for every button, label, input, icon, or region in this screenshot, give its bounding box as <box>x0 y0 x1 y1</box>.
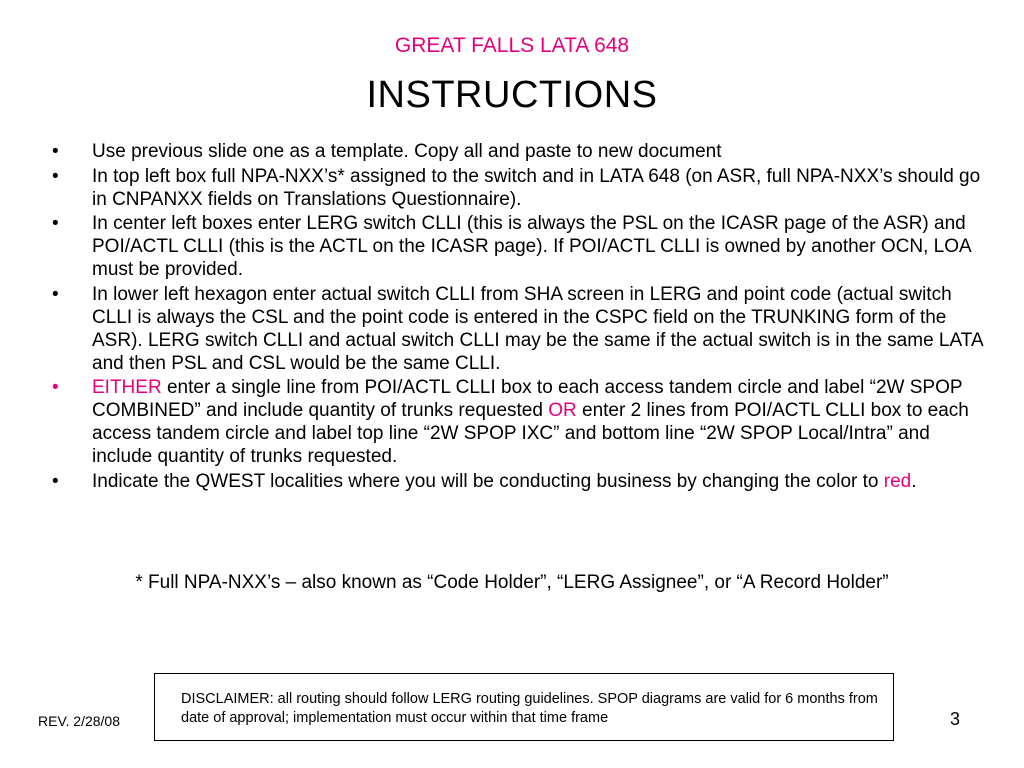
list-item <box>52 470 992 493</box>
list-item <box>52 140 992 163</box>
bullet-text <box>92 377 969 467</box>
page-number: 3 <box>950 709 961 729</box>
list-item <box>52 283 992 375</box>
list-item <box>52 376 992 468</box>
bullet-text: In lower left hexagon enter actual switch CLLI from SHA screen in LERG and point code (actual switch CLLI is always the CSL and the point code is entered in the CSPC field on the TRUNKING form of the ASR). LERG switch CLLI and actual switch CLLI may be the same if the actual switch is in the same LATA and then PSL and CSL would be the same CLLI. <box>92 283 983 374</box>
bullet-icon: • <box>52 283 59 305</box>
slide-subtitle: GREAT FALLS LATA 648 <box>394 34 630 57</box>
bullet-text: Use previous slide one as a template. Copy all and paste to new document <box>92 141 722 162</box>
list-item <box>52 212 992 281</box>
bullet-text: In top left box full NPA-NXX’s* assigned to the switch and in LATA 648 (on ASR, full NPA-NXX’s should go in CNPANXX fields on Translations Questionnaire). <box>92 165 981 210</box>
revision-date: REV. 2/28/08 <box>38 713 120 729</box>
bullet-text-segment: Indicate the QWEST localities where you will be conducting business by changing the color to <box>92 470 884 492</box>
bullet-icon: • <box>52 213 59 234</box>
footnote: * Full NPA-NXX’s – also known as “Code Holder”, “LERG Assignee”, or “A Record Holder” <box>135 572 889 593</box>
red-keyword: red <box>883 470 912 492</box>
bullet-text <box>92 471 917 492</box>
disclaimer-text: DISCLAIMER: all routing should follow LERG routing guidelines. SPOP diagrams are valid for 6 months from date of approval; implementation must occur within that time frame <box>181 691 878 726</box>
bullet-icon: • <box>52 141 59 162</box>
disclaimer-box <box>154 673 894 741</box>
bullet-icon: • <box>52 165 59 187</box>
slide-title: INSTRUCTIONS <box>366 74 658 116</box>
bullet-icon: • <box>52 377 59 398</box>
bullet-icon: • <box>52 470 59 492</box>
list-item <box>52 165 992 211</box>
bullet-text-segment: enter a single line from POI/ACTL CLLI box to each access tandem circle and label “2W SPOP COMBINED” and include quantity of trunks requested <box>92 377 963 421</box>
or-keyword: OR <box>548 400 577 421</box>
instruction-list <box>52 140 992 494</box>
bullet-text-segment: . <box>911 470 917 492</box>
bullet-text-segment: enter 2 lines from POI/ACTL CLLI box to each access tandem circle and label top line “2W SPOP IXC” and bottom line “2W SPOP Local/Intra” and include quantity of trunks requested. <box>92 400 969 467</box>
either-keyword: EITHER <box>92 377 162 398</box>
bullet-text: In center left boxes enter LERG switch CLLI (this is always the PSL on the ICASR page of the ASR) and POI/ACTL CLLI (this is the ACTL on the ICASR page). If POI/ACTL CLLI is owned by another OCN, LOA must be provided. <box>92 213 971 280</box>
